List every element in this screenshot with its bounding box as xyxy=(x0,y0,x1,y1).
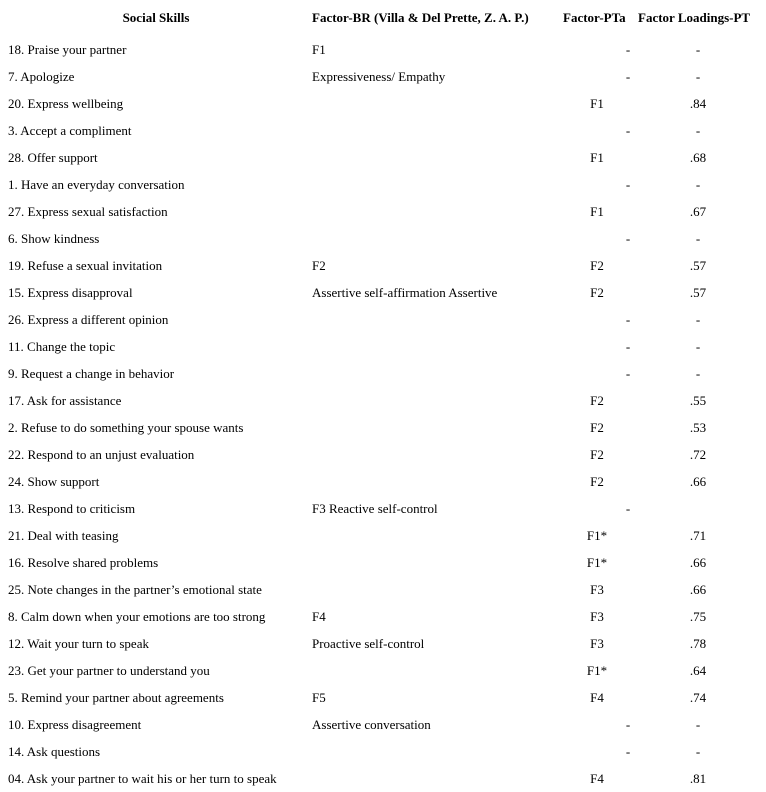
table-body xyxy=(0,36,766,792)
cell-social-skill: 28. Offer support xyxy=(8,150,98,165)
cell-social-skill: 12. Wait your turn to speak xyxy=(8,636,149,651)
cell-factor-loading: .57 xyxy=(689,285,707,300)
cell-social-skill: 24. Show support xyxy=(8,474,100,489)
cell-factor-pta: F3 xyxy=(590,636,604,651)
cell-social-skill: 18. Praise your partner xyxy=(8,42,127,57)
cell-social-skill: 14. Ask questions xyxy=(8,744,101,759)
table-row xyxy=(0,522,766,549)
cell-factor-pta: - xyxy=(625,69,631,84)
cell-social-skill: 19. Refuse a sexual invitation xyxy=(8,258,163,273)
cell-factor-pta: - xyxy=(625,312,631,327)
table-row xyxy=(0,279,766,306)
table-row xyxy=(0,171,766,198)
cell-social-skill: 20. Express wellbeing xyxy=(8,96,124,111)
cell-factor-loading: - xyxy=(695,123,701,138)
cell-social-skill: 3. Accept a compliment xyxy=(8,123,132,138)
cell-factor-loading: .66 xyxy=(689,555,707,570)
cell-factor-pta: F1* xyxy=(586,555,608,570)
cell-factor-pta: F4 xyxy=(590,771,604,786)
cell-factor-loading: - xyxy=(695,744,701,759)
cell-social-skill: 15. Express disapproval xyxy=(8,285,133,300)
cell-factor-pta: - xyxy=(625,339,631,354)
cell-factor-pta: - xyxy=(625,231,631,246)
table-row xyxy=(0,684,766,711)
cell-factor-loading: - xyxy=(695,231,701,246)
table-row xyxy=(0,738,766,765)
cell-factor-loading: .71 xyxy=(689,528,707,543)
cell-social-skill: 5. Remind your partner about agreements xyxy=(8,690,224,705)
table-row xyxy=(0,711,766,738)
table-row xyxy=(0,252,766,279)
cell-social-skill: 8. Calm down when your emotions are too strong xyxy=(8,609,266,624)
table-row xyxy=(0,333,766,360)
cell-social-skill: 10. Express disagreement xyxy=(8,717,142,732)
table-row xyxy=(0,576,766,603)
cell-factor-pta: - xyxy=(625,42,631,57)
cell-factor-br: F5 xyxy=(312,690,326,705)
cell-factor-loading: - xyxy=(695,717,701,732)
cell-factor-pta: F3 xyxy=(590,609,604,624)
cell-factor-pta: F1 xyxy=(590,204,604,219)
table-row xyxy=(0,765,766,792)
cell-factor-br: F4 xyxy=(312,609,326,624)
cell-factor-br: Proactive self-control xyxy=(312,636,425,651)
cell-social-skill: 11. Change the topic xyxy=(8,339,116,354)
cell-factor-loading: .81 xyxy=(689,771,707,786)
cell-factor-loading: .68 xyxy=(689,150,707,165)
table-row xyxy=(0,360,766,387)
cell-social-skill: 26. Express a different opinion xyxy=(8,312,169,327)
cell-factor-br: F1 xyxy=(312,42,326,57)
table-row xyxy=(0,36,766,63)
cell-factor-br: Assertive self-affirmation Assertive xyxy=(312,285,498,300)
table-row xyxy=(0,630,766,657)
cell-social-skill: 17. Ask for assistance xyxy=(8,393,122,408)
cell-factor-pta: F1 xyxy=(590,96,604,111)
cell-factor-loading: .75 xyxy=(689,609,707,624)
cell-factor-loading: .66 xyxy=(689,474,707,489)
cell-social-skill: 9. Request a change in behavior xyxy=(8,366,175,381)
table-row xyxy=(0,198,766,225)
table-row xyxy=(0,387,766,414)
header-factor-loadings: Factor Loadings-PT xyxy=(638,10,751,25)
cell-social-skill: 27. Express sexual satisfaction xyxy=(8,204,168,219)
table-row xyxy=(0,63,766,90)
cell-social-skill: 6. Show kindness xyxy=(8,231,100,246)
header-factor-br: Factor-BR (Villa & Del Prette, Z. A. P.) xyxy=(312,10,529,25)
cell-factor-pta: - xyxy=(625,501,631,516)
cell-factor-loading: .53 xyxy=(689,420,707,435)
table-row xyxy=(0,144,766,171)
cell-factor-pta: - xyxy=(625,717,631,732)
cell-factor-loading: - xyxy=(695,366,701,381)
cell-factor-loading: .78 xyxy=(689,636,707,651)
table-row xyxy=(0,603,766,630)
table-row xyxy=(0,414,766,441)
cell-factor-br: Assertive conversation xyxy=(312,717,431,732)
cell-social-skill: 13. Respond to criticism xyxy=(8,501,136,516)
table-row xyxy=(0,657,766,684)
cell-factor-pta: F2 xyxy=(590,420,604,435)
table-header-row xyxy=(0,0,766,36)
cell-factor-pta: F1* xyxy=(586,528,608,543)
cell-factor-pta: - xyxy=(625,177,631,192)
cell-factor-pta: F2 xyxy=(590,285,604,300)
cell-factor-loading: .84 xyxy=(689,96,707,111)
cell-factor-pta: - xyxy=(625,744,631,759)
table-row xyxy=(0,90,766,117)
cell-social-skill: 04. Ask your partner to wait his or her turn to speak xyxy=(8,771,277,786)
cell-factor-loading: - xyxy=(695,177,701,192)
cell-factor-loading: .64 xyxy=(689,663,707,678)
cell-factor-loading: .55 xyxy=(689,393,707,408)
cell-social-skill: 22. Respond to an unjust evaluation xyxy=(8,447,195,462)
cell-factor-pta: - xyxy=(625,123,631,138)
table-row xyxy=(0,549,766,576)
cell-factor-br: Expressiveness/ Empathy xyxy=(312,69,446,84)
cell-factor-pta: F3 xyxy=(590,582,604,597)
table-row xyxy=(0,441,766,468)
header-factor-pta: Factor-PTa xyxy=(563,10,626,25)
cell-factor-loading: .74 xyxy=(689,690,707,705)
header-social-skills: Social Skills xyxy=(122,10,190,25)
cell-social-skill: 1. Have an everyday conversation xyxy=(8,177,185,192)
cell-factor-loading: - xyxy=(695,69,701,84)
cell-factor-loading: - xyxy=(695,339,701,354)
cell-factor-pta: F1* xyxy=(586,663,608,678)
cell-factor-loading: .72 xyxy=(689,447,707,462)
cell-factor-br: F3 Reactive self-control xyxy=(312,501,438,516)
cell-factor-pta: F2 xyxy=(590,393,604,408)
cell-factor-pta: F4 xyxy=(590,690,604,705)
cell-factor-pta: F2 xyxy=(590,258,604,273)
cell-social-skill: 7. Apologize xyxy=(8,69,75,84)
cell-factor-br: F2 xyxy=(312,258,326,273)
cell-factor-loading: - xyxy=(695,42,701,57)
cell-social-skill: 2. Refuse to do something your spouse wants xyxy=(8,420,244,435)
cell-factor-pta: F2 xyxy=(590,447,604,462)
table-row xyxy=(0,306,766,333)
cell-social-skill: 25. Note changes in the partner’s emotional state xyxy=(8,582,262,597)
cell-factor-loading: .67 xyxy=(689,204,707,219)
table-row xyxy=(0,117,766,144)
table-row xyxy=(0,495,766,522)
cell-factor-pta: F2 xyxy=(590,474,604,489)
cell-factor-pta: F1 xyxy=(590,150,604,165)
cell-factor-loading: .57 xyxy=(689,258,707,273)
cell-factor-loading: - xyxy=(695,312,701,327)
table-row xyxy=(0,468,766,495)
cell-factor-loading: .66 xyxy=(689,582,707,597)
cell-social-skill: 16. Resolve shared problems xyxy=(8,555,159,570)
cell-social-skill: 21. Deal with teasing xyxy=(8,528,119,543)
table-row xyxy=(0,225,766,252)
cell-social-skill: 23. Get your partner to understand you xyxy=(8,663,210,678)
cell-factor-pta: - xyxy=(625,366,631,381)
